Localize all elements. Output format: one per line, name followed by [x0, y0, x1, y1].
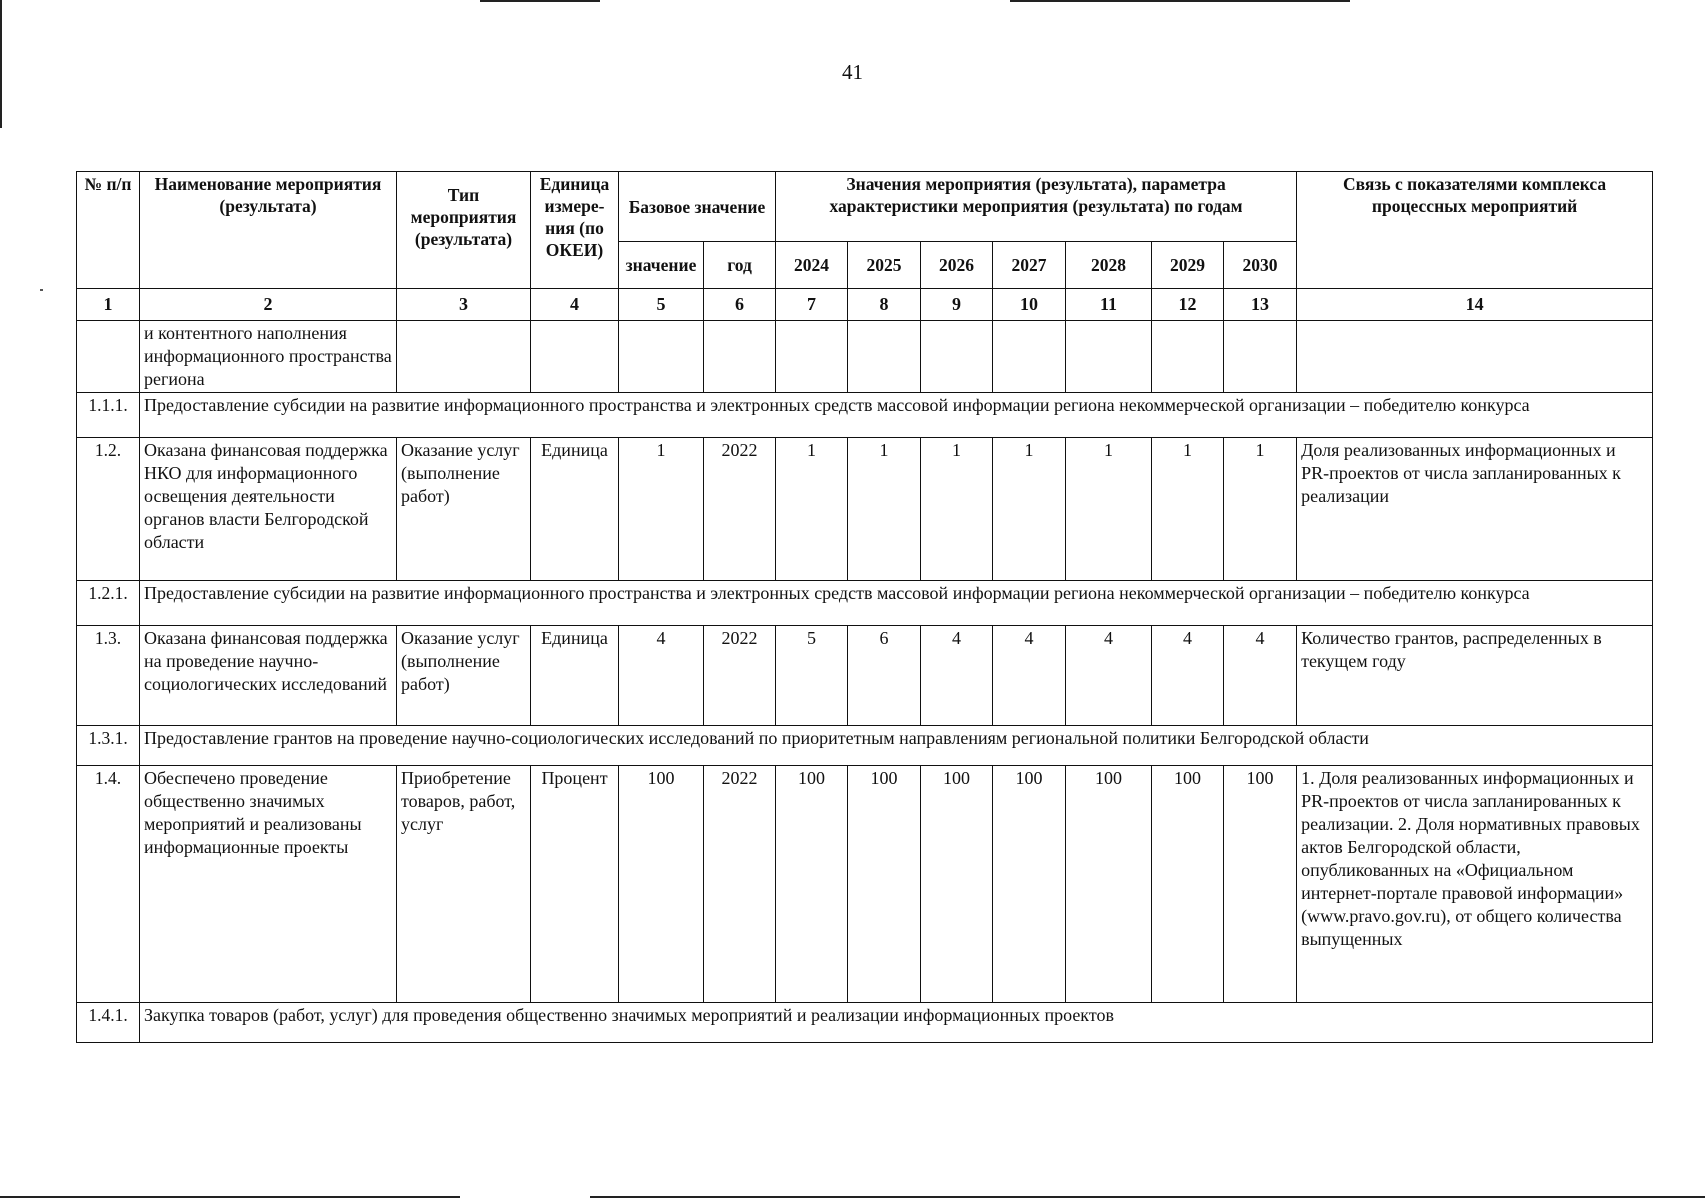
- measure-name: и контентного наполнения информационного пространства региона: [140, 321, 397, 393]
- base-value: 100: [619, 766, 704, 1003]
- column-number: 4: [531, 289, 619, 321]
- value-2026: 1: [921, 438, 993, 581]
- column-number: 14: [1297, 289, 1653, 321]
- scan-edge-top-right: [1010, 0, 1350, 2]
- measures-table: [76, 171, 1653, 1043]
- table-row-subitem: [77, 726, 1653, 766]
- column-number: 5: [619, 289, 704, 321]
- header-year-2028: 2028: [1066, 242, 1152, 289]
- row-code: 1.4.: [77, 766, 140, 1003]
- value-2029: 1: [1152, 438, 1224, 581]
- subitem-text: Предоставление субсидии на развитие информационного пространства и электронных средств массовой информации региона некоммерческой организации – победителю конкурса: [140, 393, 1653, 438]
- measure-type: Оказание услуг (выполнение работ): [397, 626, 531, 726]
- column-number: 13: [1224, 289, 1297, 321]
- column-number: 12: [1152, 289, 1224, 321]
- measure-unit: Процент: [531, 766, 619, 1003]
- indicator-link: Количество грантов, распределенных в текущем году: [1297, 626, 1653, 726]
- header-base-value: значение: [619, 242, 704, 289]
- base-value: 4: [619, 626, 704, 726]
- column-number: 1: [77, 289, 140, 321]
- value-2030: 1: [1224, 438, 1297, 581]
- value-2027: 1: [993, 438, 1066, 581]
- row-code: 1.1.1.: [77, 393, 140, 438]
- header-year-2030: 2030: [1224, 242, 1297, 289]
- value-2030: 4: [1224, 626, 1297, 726]
- value-2029: 100: [1152, 766, 1224, 1003]
- value-2028: 100: [1066, 766, 1152, 1003]
- base-value: 1: [619, 438, 704, 581]
- value-2030: 100: [1224, 766, 1297, 1003]
- indicator-link: 1. Доля реализованных информационных и PR-проектов от числа запланированных к реализации. 2. Доля нормативных правовых актов Белгородской области, опубликованных на «Официальном интернет-портале правовой информации» (www.pravo.gov.ru), от общего количества выпущенных: [1297, 766, 1653, 1003]
- table-row-subitem: [77, 1003, 1653, 1043]
- column-number: 7: [776, 289, 848, 321]
- table-row: [77, 626, 1653, 726]
- column-number-row: [77, 289, 1653, 321]
- row-code: 1.4.1.: [77, 1003, 140, 1043]
- header-year-2026: 2026: [921, 242, 993, 289]
- value-2025: 1: [848, 438, 921, 581]
- measure-unit: Единица: [531, 438, 619, 581]
- column-number: 9: [921, 289, 993, 321]
- header-type: Тип мероприятия (результата): [397, 172, 531, 289]
- row-code: 1.3.1.: [77, 726, 140, 766]
- header-base-year: год: [704, 242, 776, 289]
- base-year: 2022: [704, 766, 776, 1003]
- header-base: Базовое значение: [619, 172, 776, 242]
- table-row-subitem: [77, 393, 1653, 438]
- value-2027: 4: [993, 626, 1066, 726]
- column-number: 11: [1066, 289, 1152, 321]
- page-number: 41: [842, 60, 863, 84]
- table-row: [77, 766, 1653, 1003]
- header-year-2029: 2029: [1152, 242, 1224, 289]
- measure-unit: Единица: [531, 626, 619, 726]
- subitem-text: Закупка товаров (работ, услуг) для проведения общественно значимых мероприятий и реализации информационных проектов: [140, 1003, 1653, 1043]
- subitem-text: Предоставление грантов на проведение научно-социологических исследований по приоритетным направлениям региональной политики Белгородской области: [140, 726, 1653, 766]
- base-year: 2022: [704, 438, 776, 581]
- value-2026: 4: [921, 626, 993, 726]
- scan-edge-bottom-right: [590, 1196, 1705, 1198]
- row-code: 1.3.: [77, 626, 140, 726]
- value-2024: 5: [776, 626, 848, 726]
- table-row: [77, 438, 1653, 581]
- base-year: 2022: [704, 626, 776, 726]
- column-number: 2: [140, 289, 397, 321]
- value-2025: 6: [848, 626, 921, 726]
- header-link: Связь с показателями комплекса процессных мероприятий: [1297, 172, 1653, 289]
- value-2028: 1: [1066, 438, 1152, 581]
- value-2028: 4: [1066, 626, 1152, 726]
- measure-type: Приобретение товаров, работ, услуг: [397, 766, 531, 1003]
- header-year-2024: 2024: [776, 242, 848, 289]
- header-unit: Единица измере-ния (по ОКЕИ): [531, 172, 619, 289]
- value-2025: 100: [848, 766, 921, 1003]
- scan-edge-top-left: [480, 0, 600, 2]
- row-code: 1.2.1.: [77, 581, 140, 626]
- header-name: Наименование мероприятия (результата): [140, 172, 397, 289]
- value-2024: 1: [776, 438, 848, 581]
- header-year-2027: 2027: [993, 242, 1066, 289]
- header-no: № п/п: [77, 172, 140, 289]
- measure-type: Оказание услуг (выполнение работ): [397, 438, 531, 581]
- row-code: 1.2.: [77, 438, 140, 581]
- header-values: Значения мероприятия (результата), параметра характеристики мероприятия (результата) по годам: [776, 172, 1297, 242]
- indicator-link: Доля реализованных информационных и PR-проектов от числа запланированных к реализации: [1297, 438, 1653, 581]
- column-number: 8: [848, 289, 921, 321]
- measure-name: Обеспечено проведение общественно значимых мероприятий и реализованы информационные проекты: [140, 766, 397, 1003]
- measure-name: Оказана финансовая поддержка на проведение научно-социологических исследований: [140, 626, 397, 726]
- scan-edge-bottom-left: [0, 1196, 460, 1198]
- header-row-1: [77, 172, 1653, 242]
- table-row-subitem: [77, 581, 1653, 626]
- value-2026: 100: [921, 766, 993, 1003]
- table-row: [77, 321, 1653, 393]
- value-2027: 100: [993, 766, 1066, 1003]
- scan-speck: [40, 289, 43, 291]
- column-number: 3: [397, 289, 531, 321]
- header-year-2025: 2025: [848, 242, 921, 289]
- subitem-text: Предоставление субсидии на развитие информационного пространства и электронных средств массовой информации региона некоммерческой организации – победителю конкурса: [140, 581, 1653, 626]
- value-2024: 100: [776, 766, 848, 1003]
- measure-name: Оказана финансовая поддержка НКО для информационного освещения деятельности органов власти Белгородской области: [140, 438, 397, 581]
- value-2029: 4: [1152, 626, 1224, 726]
- column-number: 10: [993, 289, 1066, 321]
- column-number: 6: [704, 289, 776, 321]
